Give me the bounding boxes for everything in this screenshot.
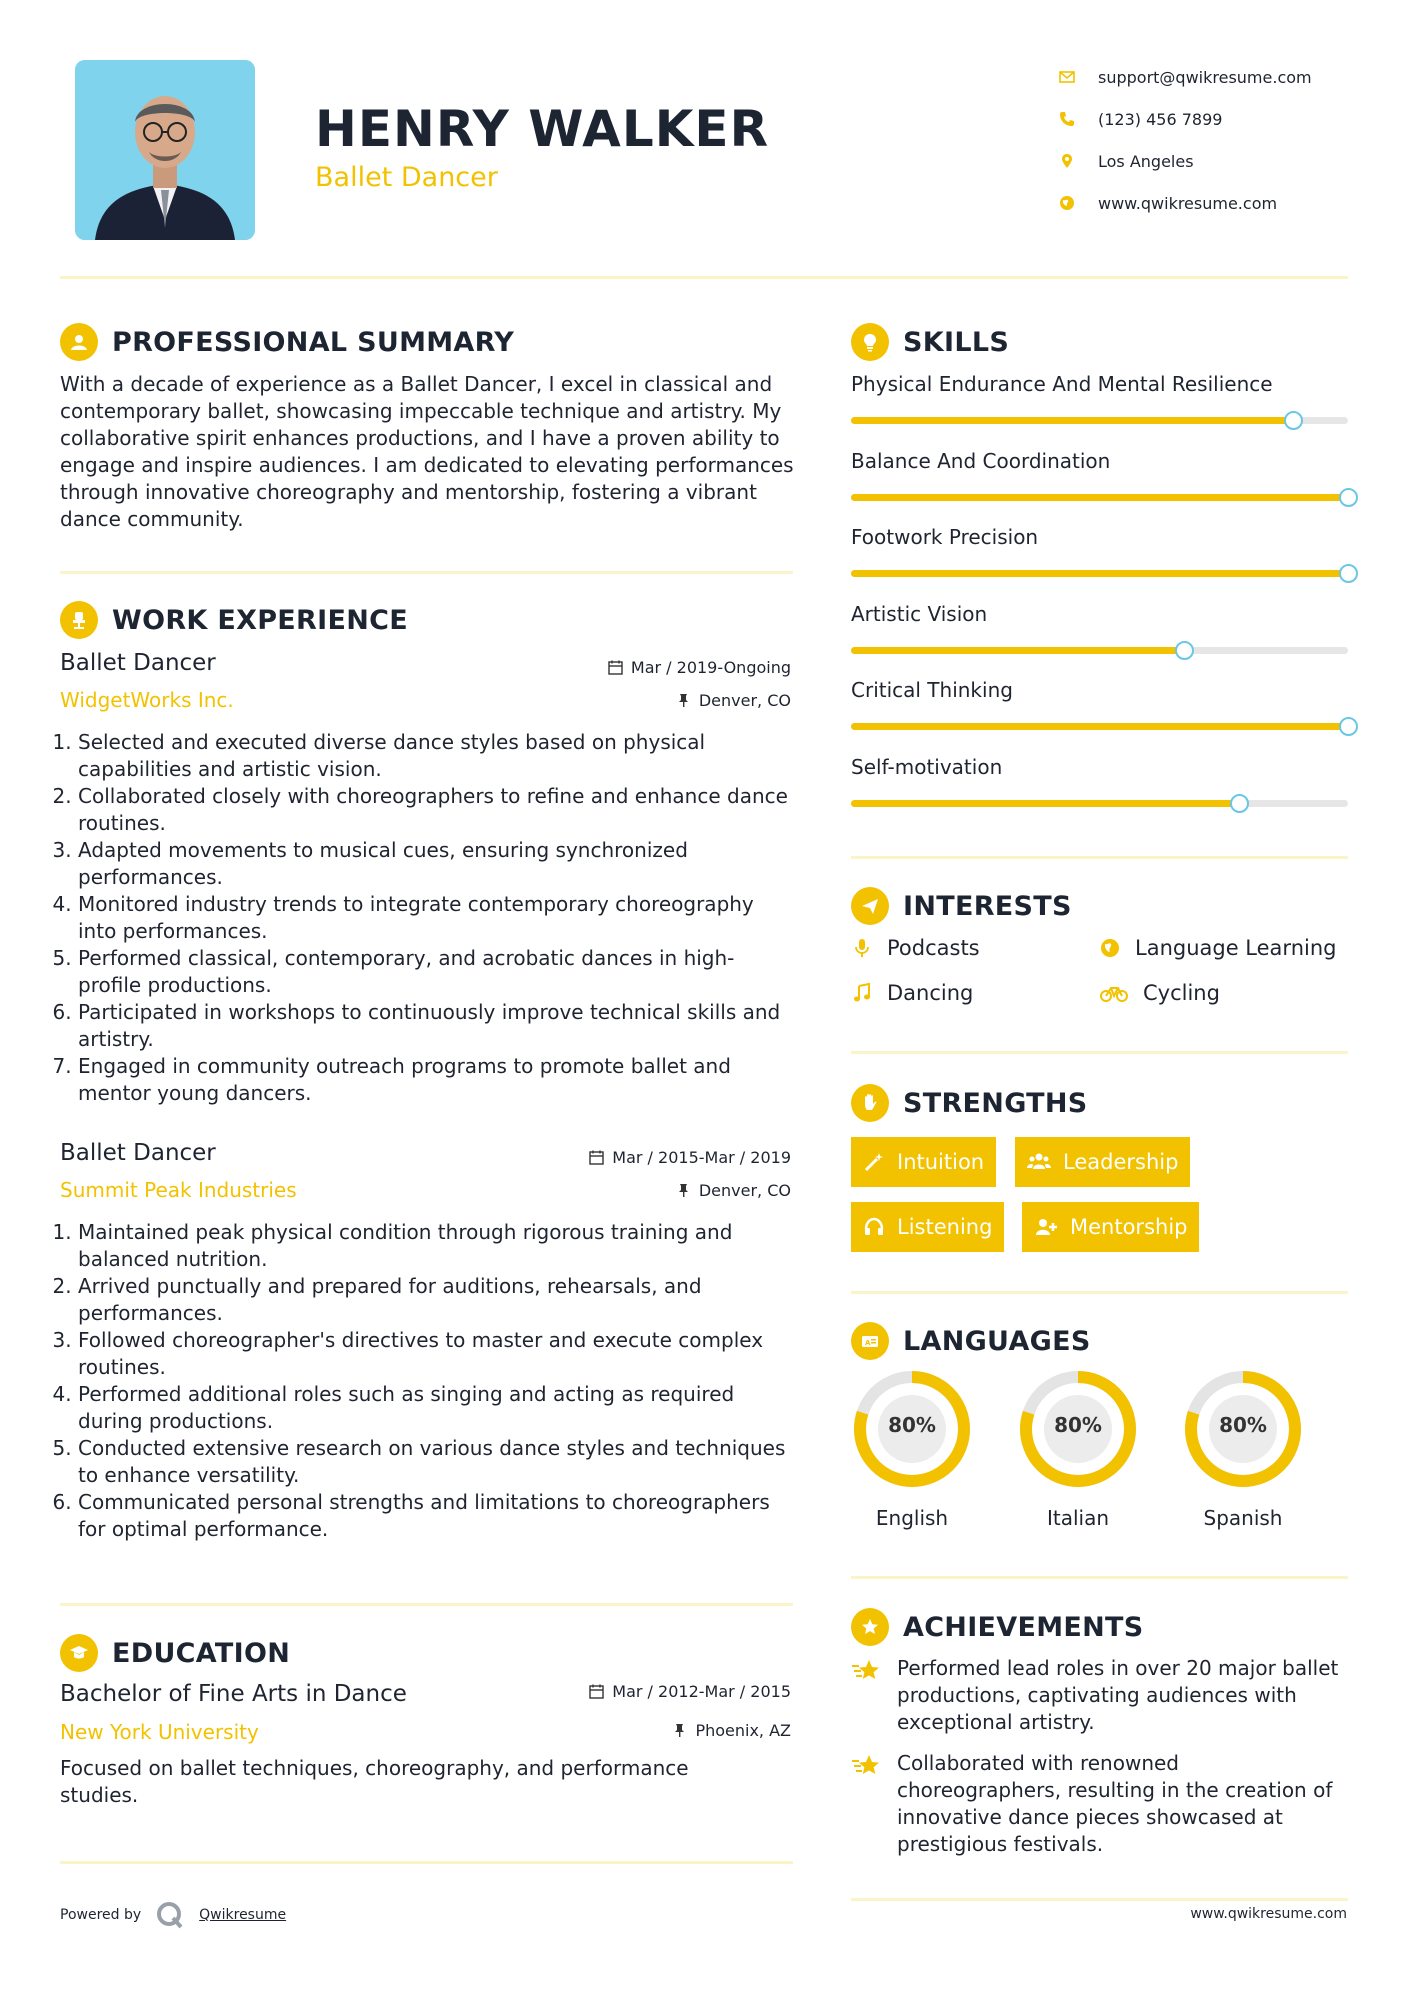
calendar-icon (608, 660, 623, 675)
strength-mentorship (1022, 1202, 1199, 1252)
footer-website[interactable]: www.qwikresume.com (1190, 1906, 1347, 1922)
skill-bar-fill (851, 647, 1184, 654)
languages-heading (851, 1322, 1091, 1360)
interest-label: Cycling (1143, 981, 1220, 1005)
chair-icon (60, 601, 98, 639)
languages-divider (851, 1576, 1348, 1579)
achievement-item (851, 1655, 1347, 1736)
graduate-icon (60, 1634, 98, 1672)
summary-text: With a decade of experience as a Ballet Dancer, I excel in classical and contemporary ballet, showcasing impeccable technique and artistry. My collaborative spirit enhances productions, and I have a proven ability to engage and inspire audiences. I am dedicated to elevating performances through innovative choreography and mentorship, fostering a vibrant dance community. (60, 372, 794, 531)
education-location (672, 1721, 791, 1740)
phone-icon (1052, 111, 1082, 127)
interest-label: Language Learning (1135, 936, 1337, 960)
skills-heading (851, 323, 1009, 361)
job-2-title: Ballet Dancer (60, 1140, 216, 1166)
pushpin-icon (676, 1183, 691, 1198)
job-1-title: Ballet Dancer (60, 650, 216, 676)
paper-plane-icon (851, 887, 889, 925)
job-1-location-text: Denver, CO (698, 691, 791, 710)
language-ring (851, 1368, 973, 1490)
strengths-divider (851, 1291, 1348, 1294)
skill-label: Footwork Precision (851, 525, 1039, 549)
list-item: 6. Participated in workshops to continuously improve technical skills and artistry. (78, 999, 795, 1053)
skill-bar-knob (1284, 411, 1303, 430)
skill-bar (851, 723, 1348, 730)
skill-bar (851, 570, 1348, 577)
strength-label: Listening (897, 1215, 993, 1239)
skills-divider (851, 856, 1348, 859)
skill-bar-knob (1175, 641, 1194, 660)
language-label: Spanish (1203, 1506, 1283, 1530)
language-ring (1182, 1368, 1304, 1490)
achievement-text: Collaborated with renowned choreographers, resulting in the creation of innovative dance pieces showcased at prestigious festivals. (897, 1751, 1333, 1856)
skill-label: Physical Endurance And Mental Resilience (851, 372, 1273, 396)
contact-phone-text: (123) 456 7899 (1098, 109, 1223, 129)
work-divider (60, 1603, 793, 1606)
summary-heading-text: PROFESSIONAL SUMMARY (112, 326, 515, 358)
lightbulb-icon (851, 323, 889, 361)
strength-intuition (851, 1137, 996, 1187)
language-percent: 80% (1054, 1413, 1102, 1437)
job-2-company: Summit Peak Industries (60, 1178, 297, 1202)
interest-dancing (851, 981, 973, 1005)
skill-bar (851, 647, 1348, 654)
job-2-date (589, 1148, 791, 1167)
interest-language-learning (1099, 936, 1336, 960)
globe-icon (1052, 195, 1082, 211)
achievement-item (851, 1750, 1347, 1858)
job-1-date (608, 658, 791, 677)
job-1-company: WidgetWorks Inc. (60, 688, 234, 712)
education-divider (60, 1861, 793, 1864)
achievements-heading (851, 1608, 1144, 1646)
job-2-responsibilities (60, 1219, 795, 1543)
interests-divider (851, 1051, 1348, 1054)
skill-bar-fill (851, 570, 1348, 577)
skill-bar-knob (1339, 717, 1358, 736)
skill-bar-fill (851, 800, 1239, 807)
skill-bar (851, 417, 1348, 424)
list-item: 6. Communicated personal strengths and limitations to choreographers for optimal performance. (78, 1489, 795, 1543)
job-1-responsibilities (60, 729, 795, 1107)
pushpin-icon (672, 1723, 687, 1738)
hand-icon (851, 1084, 889, 1122)
job-1-date-text: Mar / 2019-Ongoing (630, 658, 791, 677)
qwikresume-logo-icon (155, 1900, 185, 1930)
language-ring (1017, 1368, 1139, 1490)
summary-divider (60, 571, 793, 574)
achievement-text: Performed lead roles in over 20 major ballet productions, captivating audiences with exceptional artistry. (897, 1656, 1339, 1734)
list-item: 5. Performed classical, contemporary, and acrobatic dances in high-profile productions. (78, 945, 795, 999)
interests-heading-text: INTERESTS (903, 890, 1072, 922)
strength-label: Leadership (1063, 1150, 1179, 1174)
skill-label: Critical Thinking (851, 678, 1013, 702)
interest-label: Podcasts (887, 936, 980, 960)
strength-label: Mentorship (1070, 1215, 1188, 1239)
education-location-text: Phoenix, AZ (695, 1721, 791, 1740)
skills-heading-text: SKILLS (903, 326, 1010, 358)
skill-bar-knob (1339, 488, 1358, 507)
education-description: Focused on ballet techniques, choreography, and performance studies. (60, 1756, 689, 1807)
skill-label: Artistic Vision (851, 601, 988, 626)
contact-block (1052, 56, 1352, 224)
language-card-icon (851, 1322, 889, 1360)
skill-bar-fill (851, 723, 1348, 730)
skill-bar-knob (1339, 564, 1358, 583)
language-label: English (875, 1506, 949, 1530)
skill-label: Balance And Coordination (851, 448, 1111, 473)
music-note-icon (851, 982, 873, 1004)
skill-bar-fill (851, 417, 1293, 424)
candidate-role: Ballet Dancer (315, 162, 498, 193)
list-item: 2. Arrived punctually and prepared for auditions, rehearsals, and performances. (78, 1273, 795, 1327)
star-badge-icon (851, 1608, 889, 1646)
skill-bar-fill (851, 494, 1348, 501)
user-plus-icon (1034, 1216, 1058, 1238)
strength-listening (851, 1202, 1004, 1252)
pushpin-icon (676, 693, 691, 708)
users-icon (1027, 1151, 1051, 1173)
list-item: 7. Engaged in community outreach programs to promote ballet and mentor young dancers. (78, 1053, 795, 1107)
skill-bar (851, 494, 1348, 501)
education-school: New York University (60, 1720, 259, 1744)
summary-heading (60, 323, 514, 361)
strengths-heading-text: STRENGTHS (903, 1087, 1088, 1119)
job-1-location (676, 691, 791, 710)
list-item: 4. Monitored industry trends to integrate contemporary choreography into performances. (78, 891, 795, 945)
star-icon (851, 1655, 883, 1687)
headphones-icon (863, 1216, 885, 1238)
user-icon (60, 323, 98, 361)
map-pin-icon (1052, 153, 1082, 169)
work-heading-text: WORK EXPERIENCE (112, 604, 408, 636)
education-date-text: Mar / 2012-Mar / 2015 (612, 1682, 791, 1701)
achievements-heading-text: ACHIEVEMENTS (903, 1611, 1144, 1643)
job-2-location (676, 1181, 791, 1200)
qwikresume-link[interactable]: Qwikresume (199, 1907, 287, 1923)
list-item: 3. Adapted movements to musical cues, ensuring synchronized performances. (78, 837, 795, 891)
header-divider (60, 276, 1348, 279)
strength-label: Intuition (897, 1150, 985, 1174)
magic-wand-icon (863, 1151, 885, 1173)
list-item: 3. Followed choreographer's directives to master and execute complex routines. (78, 1327, 795, 1381)
job-2-location-text: Denver, CO (698, 1181, 791, 1200)
contact-website-text[interactable]: www.qwikresume.com (1098, 193, 1278, 213)
contact-email (1052, 56, 1352, 98)
interest-podcasts (851, 936, 980, 960)
bicycle-icon (1099, 982, 1129, 1004)
education-degree: Bachelor of Fine Arts in Dance (60, 1681, 407, 1707)
contact-location-text: Los Angeles (1098, 151, 1194, 171)
interests-heading (851, 887, 1072, 925)
profile-photo (75, 60, 255, 240)
achievements-divider (851, 1898, 1348, 1901)
calendar-icon (589, 1150, 604, 1165)
list-item: 4. Performed additional roles such as singing and acting as required during productions. (78, 1381, 795, 1435)
language-percent: 80% (888, 1413, 936, 1437)
education-heading-text: EDUCATION (112, 1637, 291, 1669)
skill-label: Self-motivation (851, 754, 1003, 779)
language-percent: 80% (1219, 1413, 1267, 1437)
work-heading (60, 601, 408, 639)
contact-website (1052, 182, 1352, 224)
list-item: 2. Collaborated closely with choreographers to refine and enhance dance routines. (78, 783, 795, 837)
contact-email-text[interactable]: support@qwikresume.com (1098, 67, 1312, 87)
interest-label: Dancing (887, 981, 974, 1005)
contact-phone (1052, 98, 1352, 140)
contact-location (1052, 140, 1352, 182)
list-item: 5. Conducted extensive research on various dance styles and techniques to enhance versatility. (78, 1435, 795, 1489)
languages-heading-text: LANGUAGES (903, 1325, 1091, 1357)
list-item: 1. Selected and executed diverse dance styles based on physical capabilities and artistic vision. (78, 729, 795, 783)
strengths-heading (851, 1084, 1088, 1122)
globe-icon (1099, 937, 1121, 959)
education-heading (60, 1634, 290, 1672)
language-label: Italian (1046, 1506, 1110, 1530)
microphone-icon (851, 937, 873, 959)
candidate-name: HENRY WALKER (315, 100, 770, 158)
calendar-icon (589, 1684, 604, 1699)
envelope-icon (1052, 69, 1082, 85)
skill-bar-knob (1230, 794, 1249, 813)
svg-text:A: A (865, 1339, 871, 1347)
skill-bar (851, 800, 1348, 807)
interest-cycling (1099, 981, 1220, 1005)
star-icon (851, 1750, 883, 1782)
education-date (589, 1682, 791, 1701)
footer-powered-by (60, 1900, 286, 1930)
list-item: 1. Maintained peak physical condition through rigorous training and balanced nutrition. (78, 1219, 795, 1273)
strength-leadership (1015, 1137, 1190, 1187)
job-2-date-text: Mar / 2015-Mar / 2019 (612, 1148, 791, 1167)
powered-by-text: Powered by (60, 1907, 142, 1923)
